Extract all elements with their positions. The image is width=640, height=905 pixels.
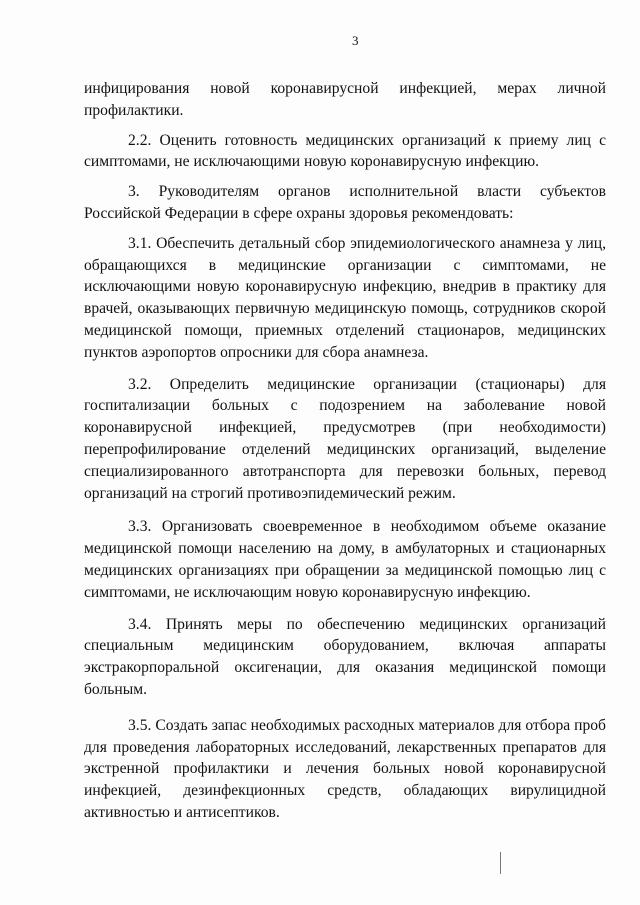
paragraph-3-2: 3.2. Определить медицинские организации (стационары) для госпитализации больных с подозрением на заболевание новой коронавирусной инфекцией, предусмотрев (при необходимости) перепрофилирование отделений медицинских организаций, выделение специализированного автотранспорта для перевозки больных, перевод организаций на строгий противоэпидемический режим.: [84, 375, 606, 502]
document-body: [84, 78, 606, 824]
paragraph-3-3: 3.3. Организовать своевременное в необходимом объеме оказание медицинской помощи населению на дому, в амбулаторных и стационарных медицинских организациях при обращении за медицинской помощью лиц с симптомами, не исключающим новую коронавирусную инфекцию.: [84, 518, 606, 601]
paragraph-3-4: 3.4. Принять меры по обеспечению медицинских организаций специальным медицинским оборудованием, включая аппараты экстракорпоральной оксигенации, для оказания медицинской помощи больным.: [84, 615, 606, 698]
paragraph-continuation: инфицирования новой коронавирусной инфекцией, мерах личной профилактики.: [84, 80, 606, 119]
page-number: 3: [352, 33, 359, 48]
paragraph-3: 3. Руководителям органов исполнительной власти субъектов Российской Федерации в сфере охраны здоровья рекомендовать:: [84, 183, 606, 222]
paragraph-2-2: 2.2. Оценить готовность медицинских организаций к приему лиц с симптомами, не исключающими новую коронавирусную инфекцию.: [84, 131, 606, 171]
paragraph-3-5: 3.5. Создать запас необходимых расходных материалов для отбора проб для проведения лабораторных исследований, лекарственных препаратов для экстренной профилактики и лечения больных новой коронавирусной инфекцией, дезинфекционных средств, обладающих вирулицидной активностью и антисептиков.: [84, 716, 606, 821]
margin-mark: [500, 852, 501, 874]
paragraph-3-1: 3.1. Обеспечить детальный сбор эпидемиологического анамнеза у лиц, обращающихся в медицинские организации с симптомами, не исключающими новую коронавирусную инфекцию, внедрив в практику для врачей, оказывающих первичную медицинскую помощь, сотрудников скорой медицинской помощи, приемных отделений стационаров, медицинских пунктов аэропортов опросники для сбора анамнеза.: [84, 234, 606, 361]
